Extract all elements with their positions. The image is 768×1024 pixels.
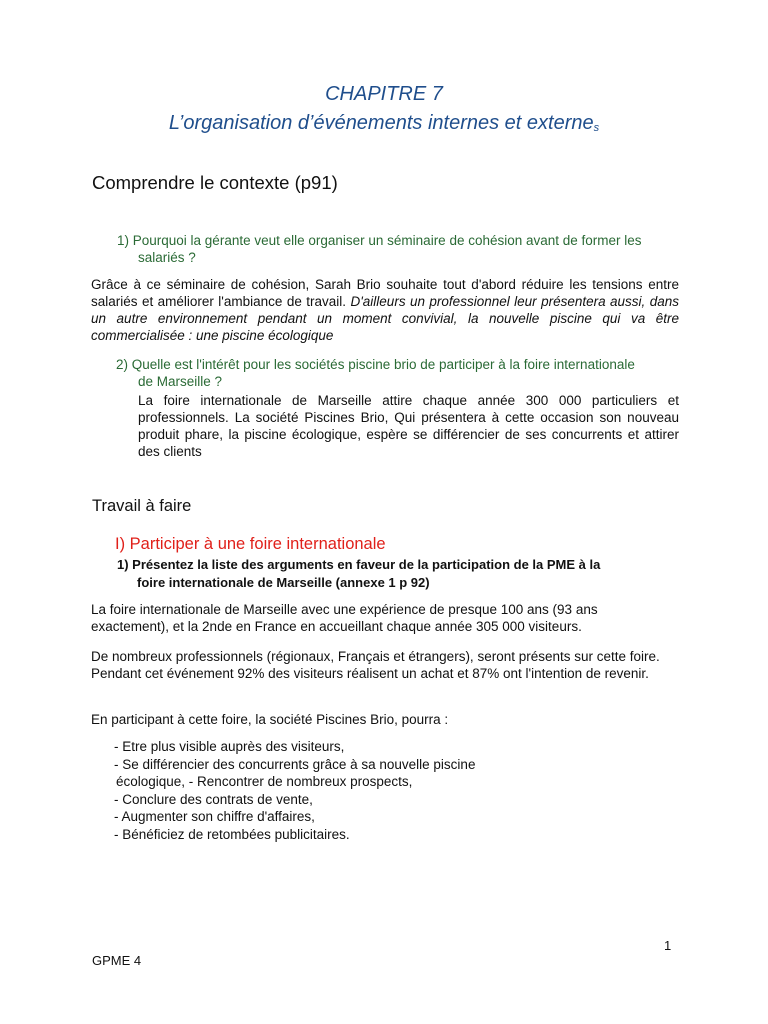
question-1 [117, 232, 697, 266]
task-1-line-2: foire internationale de Marseille (annexe 1 p 92) [137, 575, 430, 590]
paragraph-1: La foire internationale de Marseille avec une expérience de presque 100 ans (93 ans exactement), et la 2nde en France en accueillant chaque année 305 000 visiteurs. [91, 602, 598, 634]
page-number: 1 [664, 938, 672, 953]
list-item: - Conclure des contrats de vente, [114, 791, 313, 807]
part-1-heading: I) Participer à une foire internationale [115, 535, 386, 553]
context-heading: Comprendre le contexte (p91) [92, 172, 338, 193]
chapter-subtitle-main: L’organisation d’événements internes et externe [168, 112, 594, 134]
chapter-title: CHAPITRE 7 [325, 83, 443, 105]
answer-2: La foire internationale de Marseille attire chaque année 300 000 particuliers et professionnels. La société Piscines Brio, Qui présentera à cette occasion son nouveau produit phare, la piscine écologique, espère se différencier de ses concurrents et attirer des clients [138, 393, 679, 459]
paragraph-2: De nombreux professionnels (régionaux, Français et étrangers), seront présents sur cette foire. Pendant cet événement 92% des visiteurs réalisent un achat et 87% ont l'intention de revenir. [91, 649, 660, 681]
list-item: - Bénéficiez de retombées publicitaires. [114, 826, 350, 842]
footer-label: GPME 4 [92, 953, 142, 968]
answer-1-italic: D'ailleurs un professionnel leur présentera aussi, dans un autre environnement pendant un moment convivial, la nouvelle piscine qui va être commercialisée : une piscine écologique [91, 294, 679, 343]
list-item: écologique, - Rencontrer de nombreux prospects, [116, 774, 413, 789]
list-item: - Se différencier des concurrents grâce à sa nouvelle piscine [114, 756, 476, 772]
task-1 [117, 556, 697, 592]
question-1-line-1: 1) Pourquoi la gérante veut elle organiser un séminaire de cohésion avant de former les [117, 233, 642, 248]
question-2-line-2: de Marseille ? [138, 374, 223, 389]
question-1-line-2: salariés ? [138, 250, 196, 265]
work-heading: Travail à faire [92, 497, 192, 515]
chapter-subtitle-end: s [593, 122, 600, 134]
paragraph-3: En participant à cette foire, la société Piscines Brio, pourra : [91, 712, 449, 727]
question-2-line-1: 2) Quelle est l'intérêt pour les sociétés piscine brio de participer à la foire internationale [116, 357, 635, 372]
list-item: - Etre plus visible auprès des visiteurs, [114, 739, 345, 754]
question-2 [116, 356, 696, 390]
answer-1-text: Grâce à ce séminaire de cohésion, Sarah Brio souhaite tout d'abord réduire les tensions entre salariés et améliorer l'ambiance de travail. [91, 277, 679, 309]
list-item: - Augmenter son chiffre d'affaires, [114, 809, 315, 824]
benefits-list [114, 738, 475, 843]
answer-1 [91, 276, 679, 344]
task-1-line-1: 1) Présentez la liste des arguments en faveur de la participation de la PME à la [117, 557, 601, 572]
chapter-subtitle [0, 112, 768, 135]
